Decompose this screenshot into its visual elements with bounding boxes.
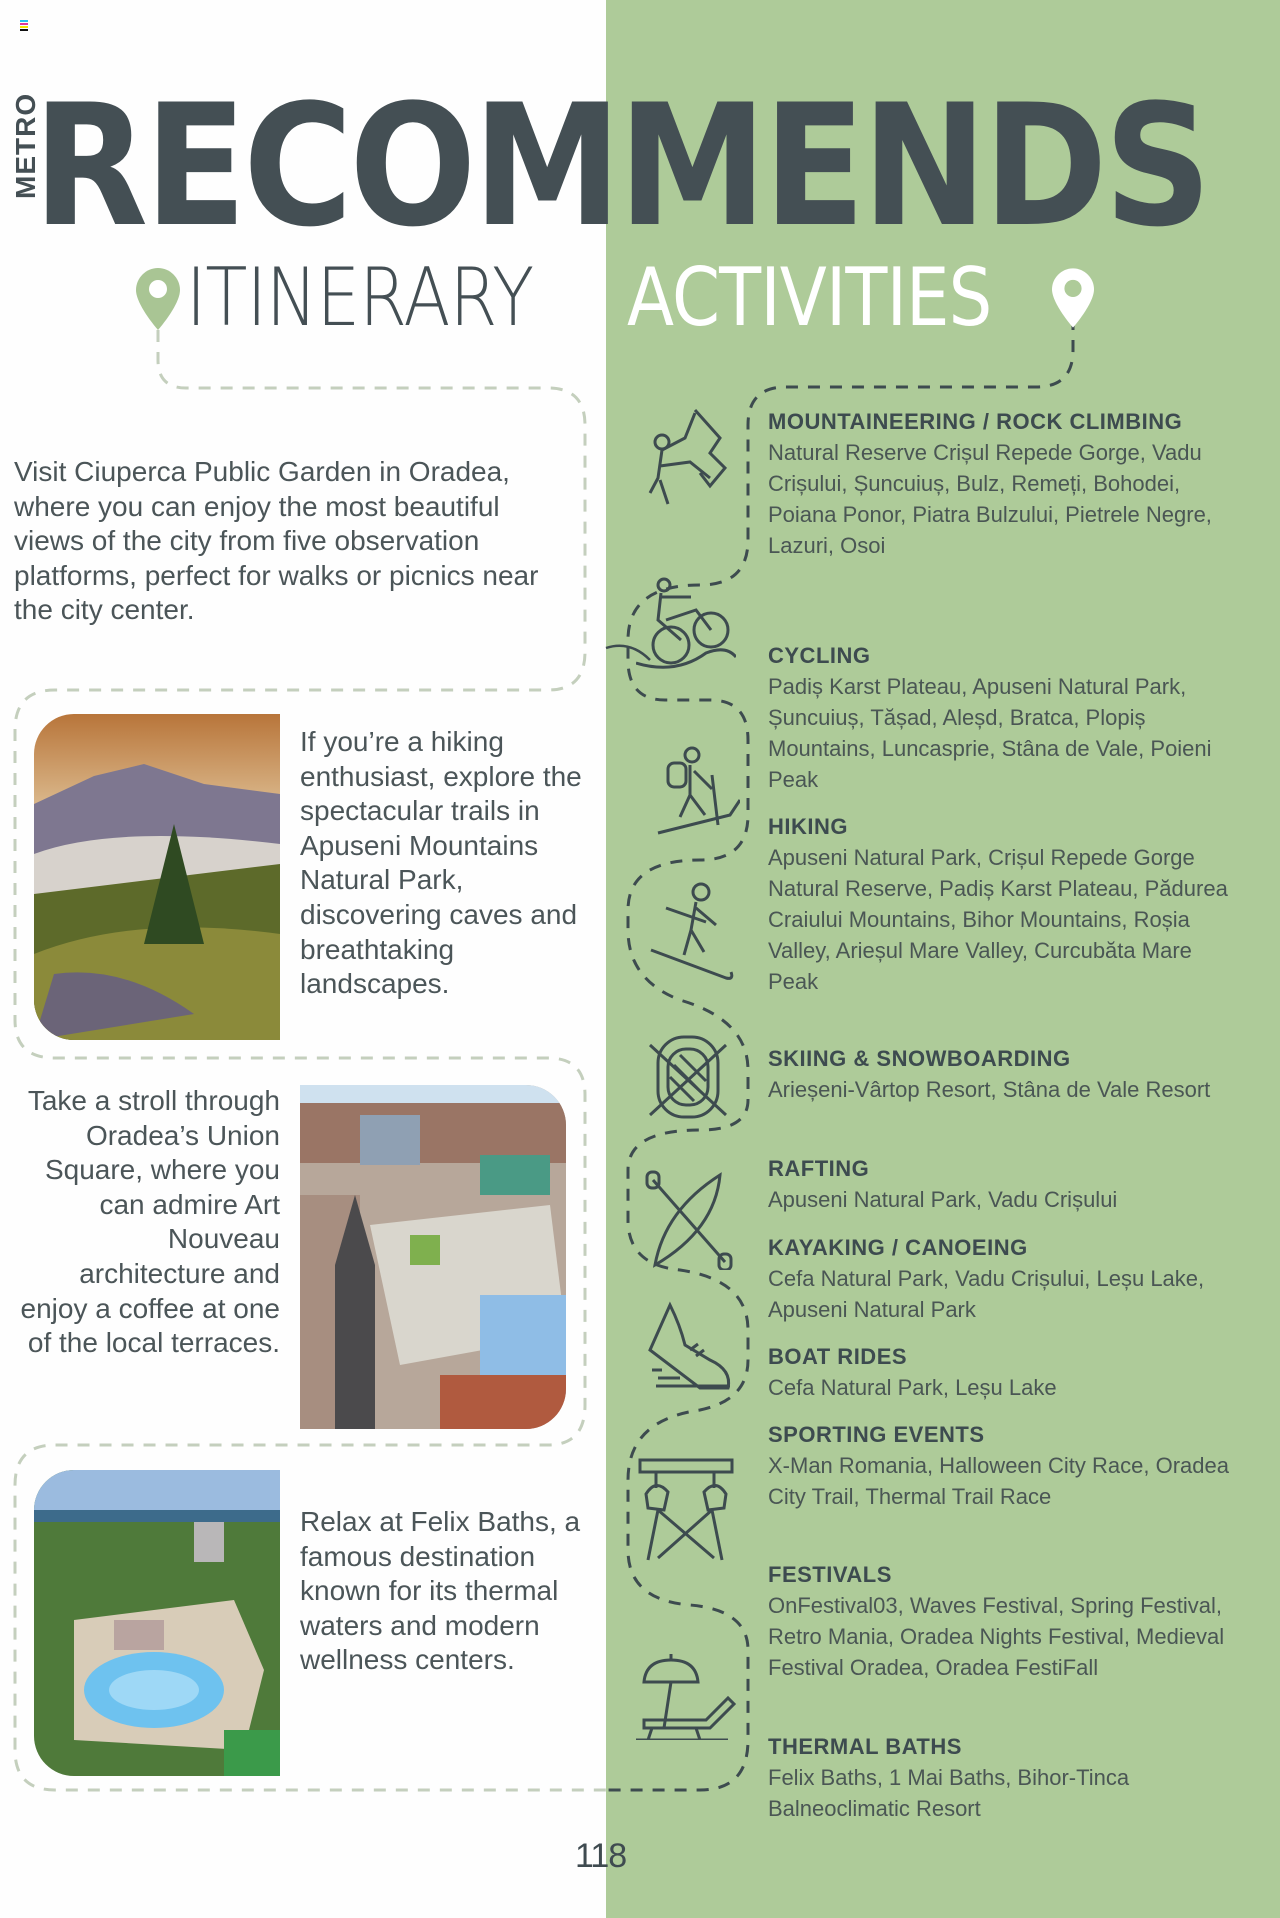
activity-places: Natural Reserve Crișul Repede Gorge, Vadu Crișului, Șuncuiuș, Bulz, Remeți, Bohodei, Poiana Ponor, Piatra Bulzului, Pietrele Negre, Lazuri, Osoi: [768, 440, 1212, 558]
activity-title: HIKING: [768, 814, 848, 839]
activity-places: Apuseni Natural Park, Crișul Repede Gorge Natural Reserve, Padiș Karst Plateau, Pădurea Craiului Mountains, Bihor Mountains, Roșia Valley, Arieșul Mare Valley, Curcubăta Mare Peak: [768, 845, 1228, 994]
mountain-landscape-photo: [34, 714, 280, 1040]
page-title: RECOMMENDS: [33, 68, 1209, 264]
activity-places: Cefa Natural Park, Leșu Lake: [768, 1375, 1057, 1400]
activity-kayaking: [768, 1232, 1238, 1325]
itinerary-intro-text: Visit Ciuperca Public Garden in Oradea, where you can enjoy the most beautiful views of the city from five observation platforms, perfect for walks or picnics near the city center.: [14, 456, 539, 626]
activity-title: FESTIVALS: [768, 1562, 892, 1587]
cycling-icon: [636, 575, 736, 675]
skiing-icon: [646, 880, 736, 980]
kayaking-icon: [645, 1170, 735, 1270]
activity-title: KAYAKING / CANOEING: [768, 1235, 1028, 1260]
map-pin-icon: [136, 268, 180, 330]
activity-places: Padiș Karst Plateau, Apuseni Natural Park, Șuncuiuș, Tășad, Aleșd, Bratca, Plopiș Mountains, Luncasprie, Stâna de Vale, Poieni Peak: [768, 674, 1212, 792]
union-square-aerial-photo: [300, 1085, 566, 1429]
activity-festivals: [768, 1559, 1238, 1683]
activity-title: SKIING & SNOWBOARDING: [768, 1046, 1071, 1071]
activity-places: OnFestival03, Waves Festival, Spring Festival, Retro Mania, Oradea Nights Festival, Medieval Festival Oradea, Oradea FestiFall: [768, 1593, 1225, 1680]
activity-places: Arieșeni-Vârtop Resort, Stâna de Vale Resort: [768, 1077, 1211, 1102]
activity-thermal-baths: [768, 1731, 1238, 1824]
beach-lounger-icon: [636, 1650, 736, 1740]
felix-baths-card-text: Relax at Felix Baths, a famous destination known for its thermal waters and modern wellness centers.: [300, 1506, 581, 1676]
activity-title: SPORTING EVENTS: [768, 1422, 985, 1447]
activity-cycling: [768, 640, 1238, 795]
sporting-events-icon: [636, 1458, 736, 1562]
rock-climbing-icon: [640, 408, 736, 508]
activity-hiking: [768, 811, 1238, 997]
activity-sporting-events: [768, 1419, 1238, 1512]
activity-skiing: [768, 1043, 1238, 1105]
page-number: 118: [575, 1837, 627, 1875]
activity-title: BOAT RIDES: [768, 1344, 908, 1369]
activity-places: Apuseni Natural Park, Vadu Crișului: [768, 1187, 1118, 1212]
rafting-icon: [640, 1025, 736, 1125]
map-pin-icon: [1052, 268, 1094, 328]
activity-places: Felix Baths, 1 Mai Baths, Bihor-Tinca Balneoclimatic Resort: [768, 1765, 1130, 1821]
activity-title: RAFTING: [768, 1156, 870, 1181]
activity-rafting: [768, 1153, 1238, 1215]
activity-title: MOUNTAINEERING / ROCK CLIMBING: [768, 409, 1183, 434]
union-square-card-text: Take a stroll through Oradea’s Union Square, where you can admire Art Nouveau architecture and enjoy a coffee at one of the local terraces.: [20, 1085, 280, 1359]
felix-baths-aerial-photo: [34, 1470, 280, 1776]
itinerary-heading: ITINERARY: [186, 251, 534, 344]
activity-boat-rides: [768, 1341, 1238, 1403]
activities-heading: ACTIVITIES: [627, 251, 992, 344]
activity-places: Cefa Natural Park, Vadu Crișului, Leșu Lake, Apuseni Natural Park: [768, 1266, 1205, 1322]
activity-title: THERMAL BATHS: [768, 1734, 962, 1759]
metro-brand-label: METRO: [10, 92, 41, 199]
hiking-card-text: If you’re a hiking enthusiast, explore the spectacular trails in Apuseni Mountains Natural Park, discovering caves and breathtaking landscapes.: [300, 726, 582, 1000]
hiking-icon: [650, 745, 740, 835]
activity-mountaineering: [768, 406, 1238, 561]
running-shoe-icon: [640, 1300, 736, 1400]
activity-title: CYCLING: [768, 643, 871, 668]
activity-places: X-Man Romania, Halloween City Race, Oradea City Trail, Thermal Trail Race: [768, 1453, 1229, 1509]
